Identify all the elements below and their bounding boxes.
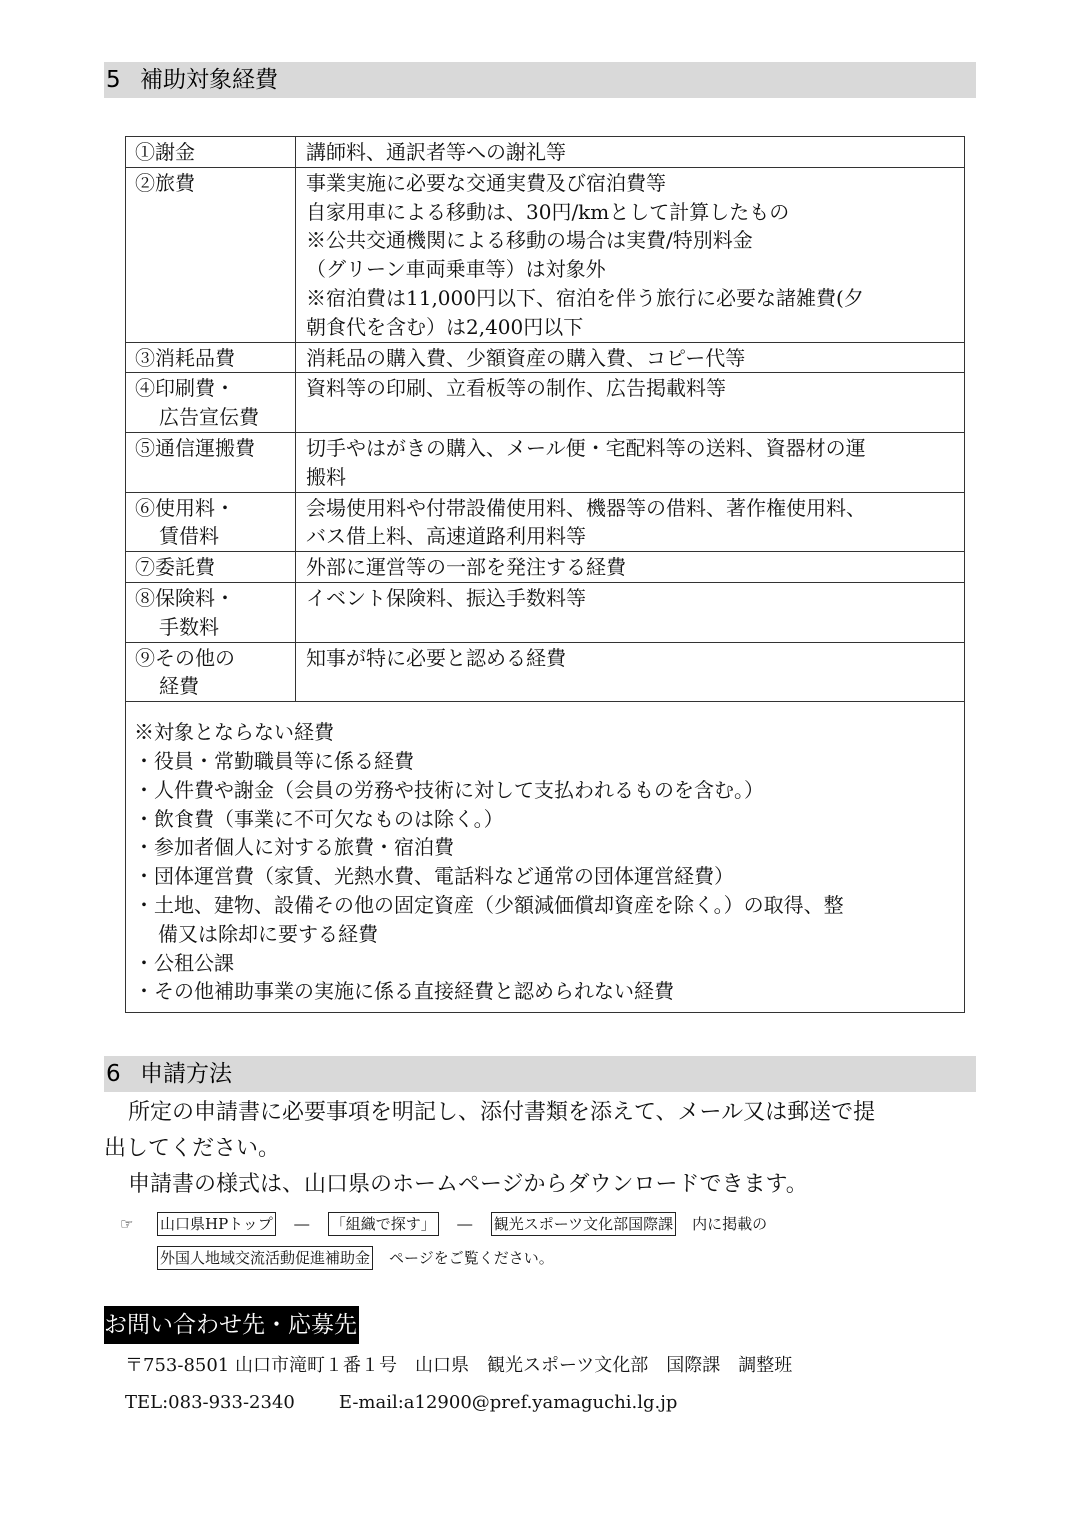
- navigation-path-target: [157, 1246, 554, 1270]
- cost-category-line: ⑤通信運搬費: [135, 435, 255, 460]
- nav-step-international-division[interactable]: 観光スポーツ文化部国際課: [491, 1212, 676, 1236]
- eligible-costs-table: [125, 136, 965, 1013]
- section-title: 補助対象経費: [140, 67, 278, 93]
- cost-row: [126, 552, 965, 583]
- cost-description-line: 知事が特に必要と認める経費: [306, 645, 566, 670]
- download-instructions: 申請書の様式は、山口県のホームページからダウンロードできます。: [128, 1172, 808, 1197]
- cost-category: [126, 492, 296, 552]
- pointing-hand-icon: ☞: [120, 1215, 134, 1233]
- cost-description-line: ※公共交通機関による移動の場合は実費/特別料金: [306, 228, 753, 253]
- excluded-costs-heading: ※対象とならない経費: [134, 720, 334, 745]
- excluded-cost-item: ・その他補助事業の実施に係る直接経費と認められない経費: [134, 979, 674, 1004]
- nav-suffix-text: ページをご覧ください。: [389, 1249, 554, 1267]
- cost-row: [126, 342, 965, 373]
- cost-description-line: 資料等の印刷、立看板等の制作、広告掲載料等: [306, 376, 726, 401]
- excluded-cost-item: ・団体運営費（家賃、光熱水費、電話料など通常の団体運営経費）: [134, 864, 734, 889]
- cost-category-line: ③消耗品費: [135, 345, 235, 370]
- cost-description-line: バス借上料、高速道路利用料等: [306, 524, 586, 549]
- cost-row: [126, 373, 965, 433]
- cost-category-line: ④印刷費・: [135, 376, 235, 401]
- application-instructions-line-1: 所定の申請書に必要事項を明記し、添付書類を添えて、メール又は郵送で提: [128, 1100, 876, 1125]
- excluded-cost-item: ・土地、建物、設備その他の固定資産（少額減価償却資産を除く。）の取得、整: [134, 892, 844, 917]
- section-number: 6: [106, 1061, 121, 1087]
- cost-category: [126, 582, 296, 642]
- cost-description-line: 外部に運営等の一部を発注する経費: [306, 555, 626, 580]
- cost-description: [296, 373, 965, 433]
- contact-email[interactable]: E-mail:a12900@pref.yamaguchi.lg.jp: [338, 1392, 678, 1413]
- section-title: 申請方法: [140, 1061, 232, 1087]
- excluded-cost-item: ・参加者個人に対する旅費・宿泊費: [134, 835, 454, 860]
- cost-category: [126, 552, 296, 583]
- cost-description: [296, 582, 965, 642]
- cost-category: [126, 167, 296, 342]
- cost-row: [126, 432, 965, 492]
- cost-row: [126, 492, 965, 552]
- cost-category-line: 賃借料: [159, 524, 219, 549]
- cost-description-line: 会場使用料や付帯設備使用料、機器等の借料、著作権使用料、: [306, 495, 866, 520]
- excluded-cost-item: ・飲食費（事業に不可欠なものは除く。）: [134, 806, 504, 831]
- cost-category: [126, 642, 296, 702]
- nav-step-hp-top[interactable]: 山口県HPトップ: [157, 1212, 276, 1236]
- excluded-cost-item: 備又は除却に要する経費: [158, 921, 378, 946]
- nav-step-subsidy-page[interactable]: 外国人地域交流活動促進補助金: [157, 1246, 373, 1270]
- cost-category-line: ②旅費: [135, 170, 195, 195]
- cost-category-line: 手数料: [159, 614, 219, 639]
- cost-category-line: ⑧保険料・: [135, 585, 235, 610]
- cost-category: [126, 342, 296, 373]
- cost-category-line: ⑨その他の: [135, 645, 235, 670]
- contact-address: 〒753-8501 山口市滝町１番１号 山口県 観光スポーツ文化部 国際課 調整班: [125, 1355, 793, 1376]
- excluded-costs-row: [126, 702, 965, 1013]
- cost-category: [126, 137, 296, 168]
- application-instructions-line-2: 出してください。: [104, 1136, 281, 1161]
- cost-category-line: ⑦委託費: [135, 555, 215, 580]
- cost-description-line: ※宿泊費は11,000円以下、宿泊を伴う旅行に必要な諸雑費(夕: [306, 285, 864, 310]
- separator-dash: ―: [457, 1215, 473, 1233]
- cost-category-line: ①謝金: [135, 140, 195, 164]
- section-number: 5: [106, 67, 121, 93]
- cost-description: [296, 642, 965, 702]
- section-5-heading: [104, 62, 976, 98]
- cost-description-line: （グリーン車両乗車等）は対象外: [306, 257, 606, 282]
- nav-step-search-by-org[interactable]: 「組織で探す」: [328, 1212, 439, 1236]
- cost-description-line: 搬料: [306, 464, 346, 489]
- cost-row: [126, 137, 965, 168]
- eligible-costs-body: [126, 137, 965, 1013]
- cost-description: [296, 492, 965, 552]
- cost-row: [126, 167, 965, 342]
- separator-dash: ―: [294, 1215, 310, 1233]
- nav-suffix-text: 内に掲載の: [692, 1215, 768, 1233]
- cost-row: [126, 582, 965, 642]
- cost-description: [296, 552, 965, 583]
- excluded-cost-item: ・人件費や謝金（会員の労務や技術に対して支払われるものを含む。）: [134, 777, 764, 802]
- excluded-cost-item: ・公租公課: [134, 950, 234, 975]
- cost-description-line: 事業実施に必要な交通実費及び宿泊費等: [306, 170, 666, 195]
- cost-description-line: 自家用車による移動は、30円/kmとして計算したもの: [306, 199, 790, 224]
- section-6-heading: [104, 1056, 976, 1092]
- contact-phone: TEL:083-933-2340: [125, 1392, 295, 1413]
- cost-row: [126, 642, 965, 702]
- cost-category-line: ⑥使用料・: [135, 495, 235, 520]
- cost-description-line: イベント保険料、振込手数料等: [306, 585, 586, 610]
- cost-description: [296, 432, 965, 492]
- cost-category: [126, 373, 296, 433]
- cost-description-line: 切手やはがきの購入、メール便・宅配料等の送料、資器材の運: [306, 435, 866, 460]
- navigation-path: [120, 1212, 767, 1236]
- cost-category: [126, 432, 296, 492]
- excluded-costs: [126, 702, 965, 1013]
- cost-description: [296, 137, 965, 168]
- cost-description-line: 講師料、通訳者等への謝礼等: [306, 140, 566, 164]
- cost-description: [296, 342, 965, 373]
- cost-description-line: 消耗品の購入費、少額資産の購入費、コピー代等: [306, 345, 746, 370]
- contact-heading: お問い合わせ先・応募先: [104, 1306, 359, 1344]
- cost-category-line: 経費: [159, 674, 199, 699]
- contact-phone-email: [125, 1390, 677, 1416]
- cost-category-line: 広告宣伝費: [159, 405, 259, 430]
- cost-description: [296, 167, 965, 342]
- cost-description-line: 朝食代を含む）は2,400円以下: [306, 314, 584, 339]
- excluded-cost-item: ・役員・常勤職員等に係る経費: [134, 748, 414, 773]
